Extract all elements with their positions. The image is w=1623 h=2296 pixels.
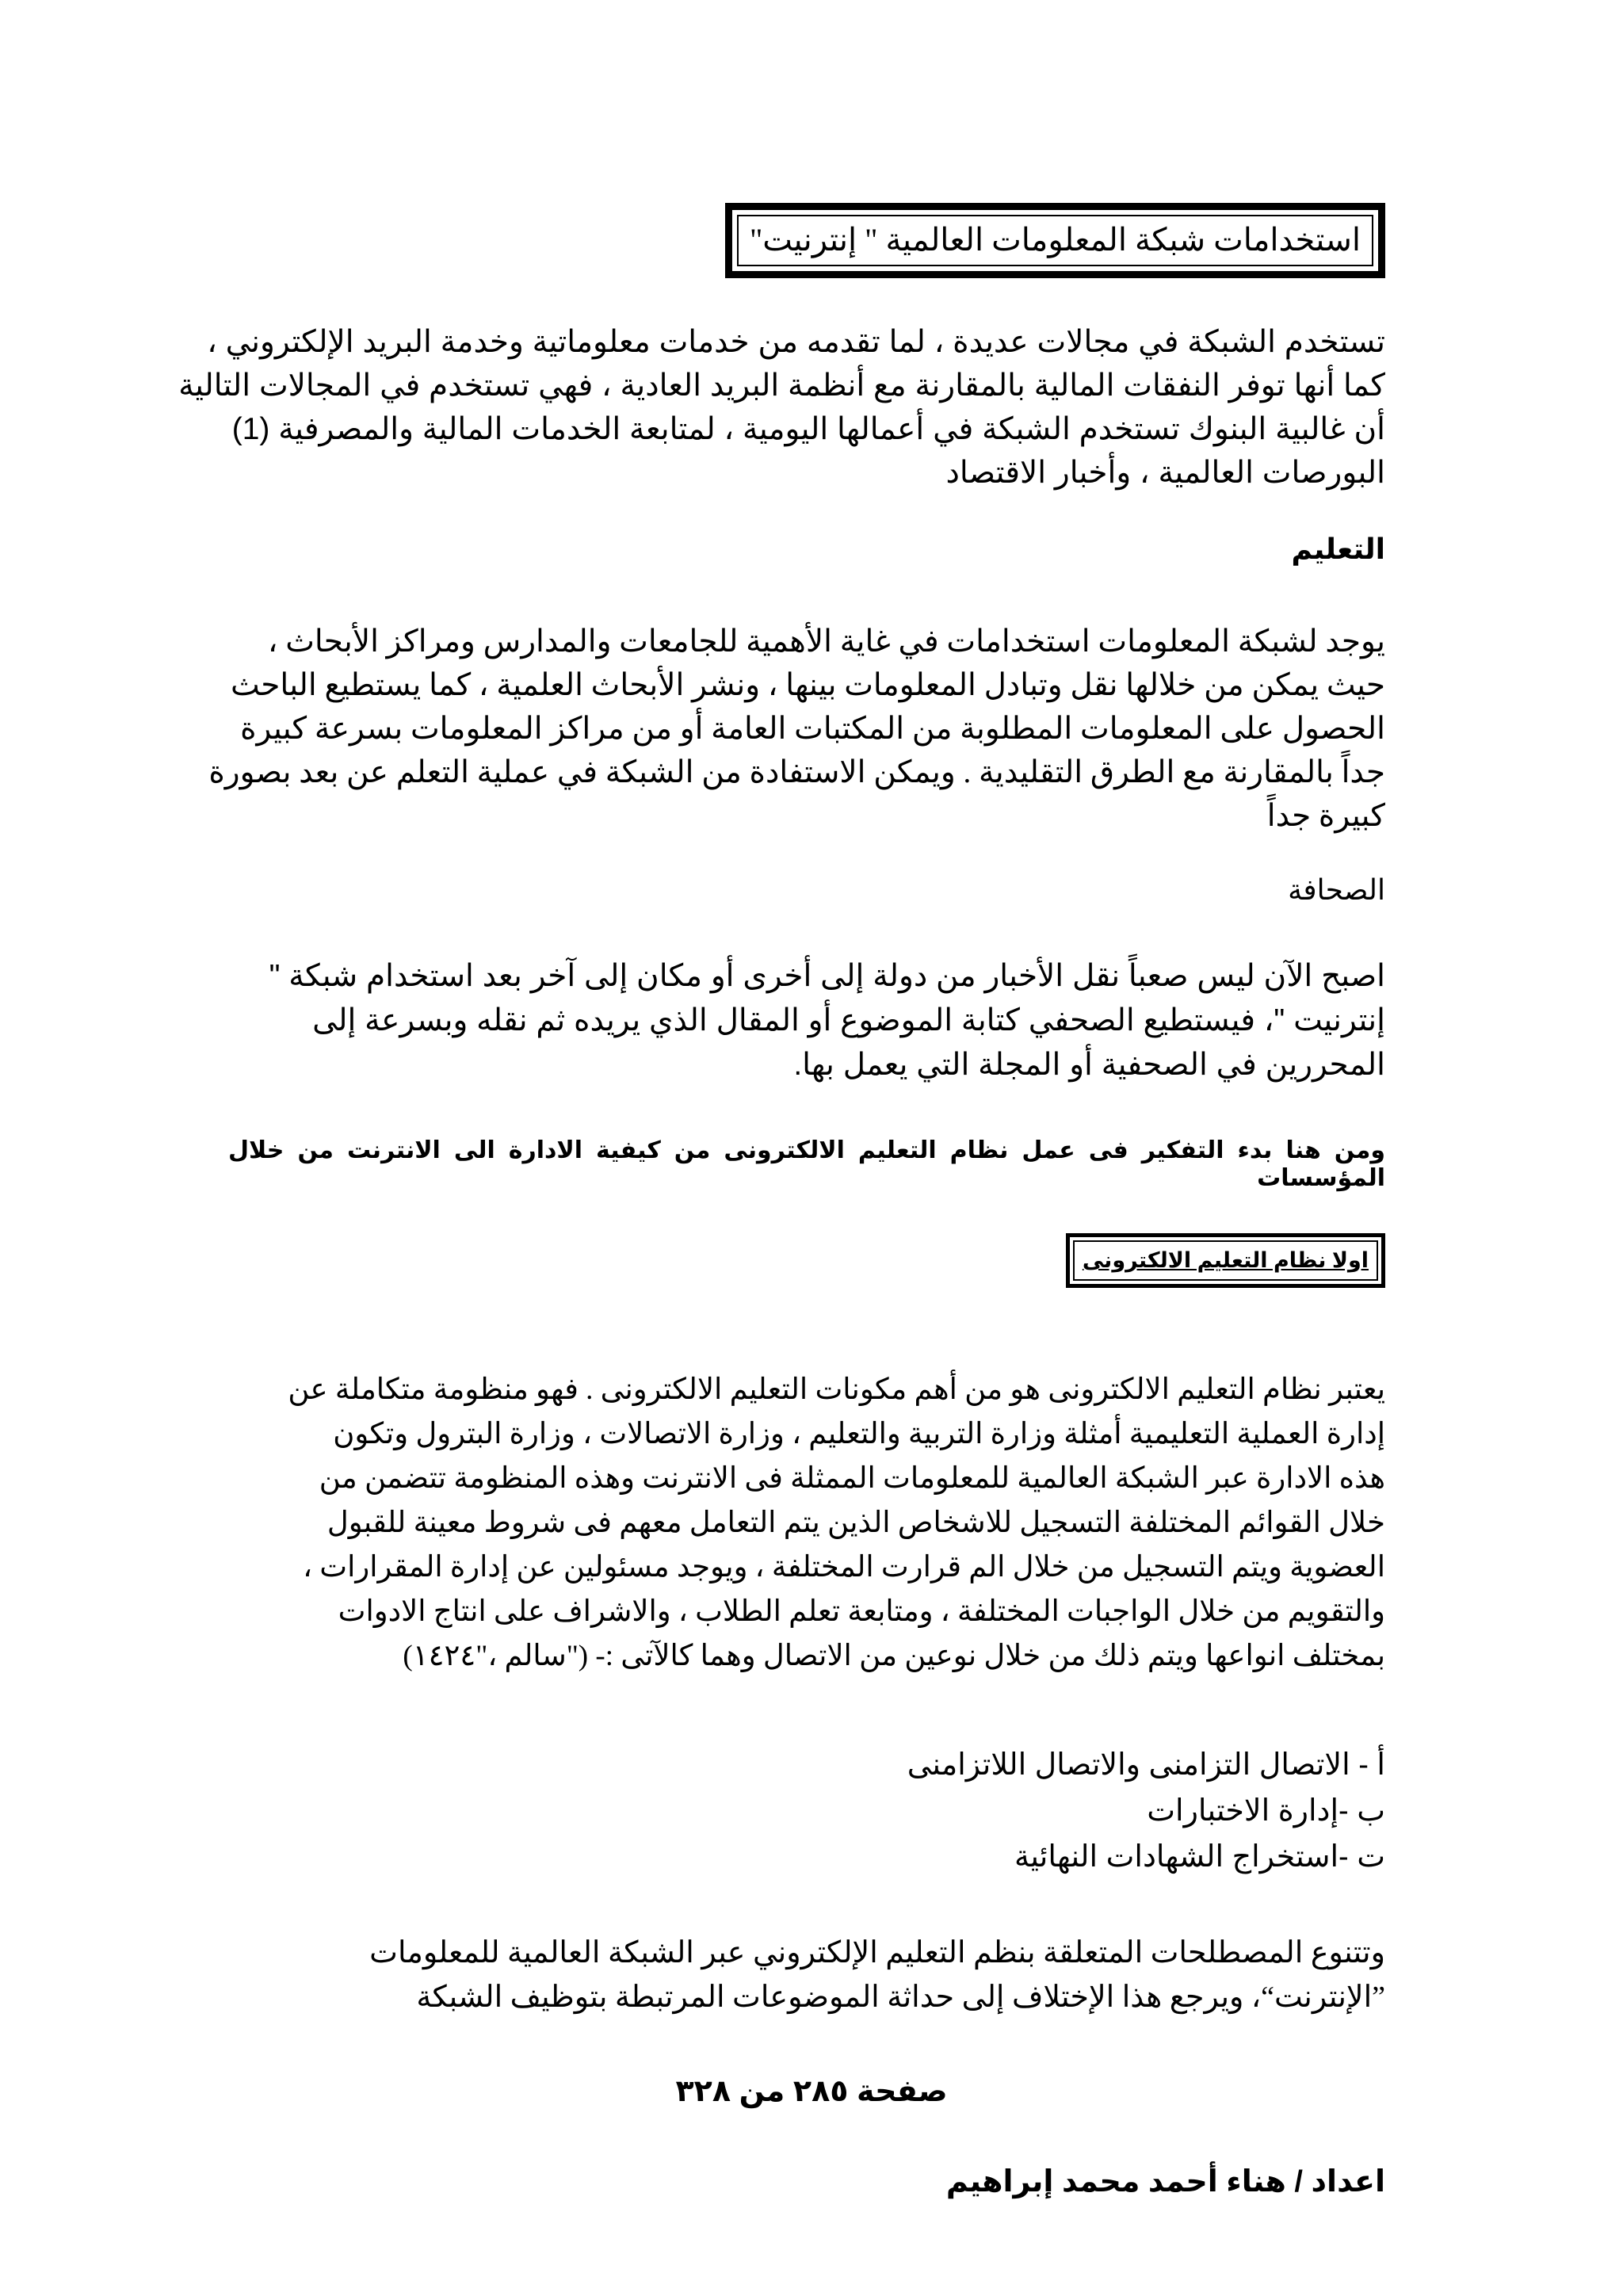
intro-paragraph: [178, 320, 1385, 495]
paragraph-line: كبيرة جداً: [1266, 799, 1385, 833]
paragraph-line: المحررين في الصحفية أو المجلة التي يعمل بها.: [793, 1048, 1385, 1082]
paragraph-line: حيث يمكن من خلالها نقل وتبادل المعلومات بينها ، ونشر الأبحاث العلمية ، كما يستطيع الباحث: [230, 668, 1385, 702]
page-title: استخدامات شبكة المعلومات العالمية " إنترنيت": [737, 215, 1373, 266]
paragraph-line: العضوية ويتم التسجيل من خلال الم قرارت المختلفة ، ويوجد مسئولين عن إدارة المقرارات ،: [303, 1551, 1385, 1584]
list-item: أ - الاتصال التزامنى والاتصال اللاتزامنى: [907, 1748, 1385, 1782]
paragraph-line: جداً بالمقارنة مع الطرق التقليدية . ويمكن الاستفادة من الشبكة في عملية التعلم عن بعد بصورة: [208, 755, 1385, 789]
title-frame: [725, 203, 1385, 278]
paragraph-line: وتتنوع المصطلحات المتعلقة بنظم التعليم الإلكتروني عبر الشبكة العالمية للمعلومات: [369, 1936, 1385, 1969]
types-list: [228, 1742, 1385, 1880]
paragraph-line: تستخدم الشبكة في مجالات عديدة ، لما تقدمه من خدمات معلوماتية وخدمة البريد الإلكتروني ،: [207, 325, 1385, 359]
paragraph-line: خلال القوائم المختلفة التسجيل للاشخاص الذين يتم التعامل معهم فى شروط معينة للقبول: [327, 1507, 1385, 1539]
list-item: ت -استخراج الشهادات النهائية: [1014, 1840, 1385, 1874]
section-title: اولا نظام التعليم الالكترونى: [1073, 1240, 1378, 1281]
paragraph-line: كما أنها توفر النفقات المالية بالمقارنة مع أنظمة البريد العادية ، فهي تستخدم في المجالات التالية: [178, 369, 1385, 403]
author-credit: اعداد / هناء أحمد محمد إبراهيم: [945, 2165, 1385, 2199]
paragraph-line: بمختلف انواعها ويتم ذلك من خلال نوعين من الاتصال وهما كالآتى :- ("سالم ،"١٤٢٤): [403, 1640, 1385, 1672]
heading-press: الصحافة: [1288, 873, 1385, 906]
closing-paragraph: [355, 1931, 1385, 2019]
paragraph-line: يعتبر نظام التعليم الالكترونى هو من أهم مكونات التعليم الالكترونى . فهو منظومة متكاملة عن: [288, 1373, 1385, 1406]
list-item: ب -إدارة الاختبارات: [1147, 1794, 1385, 1828]
paragraph-line: يوجد لشبكة المعلومات استخدامات في غاية الأهمية للجامعات والمدارس ومراكز الأبحاث ،: [267, 625, 1385, 659]
paragraph-line: الحصول على المعلومات المطلوبة من المكتبات العامة أو من مراكز المعلومات بسرعة كبيرة: [240, 712, 1385, 746]
paragraph-line: البورصات العالمية ، وأخبار الاقتصاد: [945, 456, 1385, 490]
page-number: صفحة ٢٨٥ من ٣٢٨: [675, 2075, 948, 2108]
heading-education: التعليم: [1291, 533, 1385, 565]
transition-note: ومن هنا بدء التفكير فى عمل نظام التعليم الالكترونى من كيفية الادارة الى الانترنت من خلال المؤسسات: [228, 1137, 1385, 1191]
paragraph-line: والتقويم من خلال الواجبات المختلفة ، ومتابعة تعلم الطلاب ، والاشراف على انتاج الادوات: [338, 1595, 1385, 1628]
paragraph-line: اصبح الآن ليس صعباً نقل الأخبار من دولة إلى أخرى أو مكان إلى آخر بعد استخدام شبكة ": [269, 959, 1385, 993]
paragraph-line: أن غالبية البنوك تستخدم الشبكة في أعمالها اليومية ، لمتابعة الخدمات المالية والمصرفية (1): [231, 412, 1385, 446]
paragraph-line: إنترنيت "، فيستطيع الصحفي كتابة الموضوع أو المقال الذي يريده ثم نقله وبسرعة إلى: [312, 1003, 1385, 1037]
system-paragraph: [228, 1368, 1385, 1679]
section-title-frame: [1066, 1233, 1385, 1288]
paragraph-line: ”الإنترنت“، ويرجع هذا الإختلاف إلى حداثة الموضوعات المرتبطة بتوظيف الشبكة: [416, 1981, 1385, 2014]
paragraph-line: إدارة العملية التعليمية أمثلة وزارة التربية والتعليم ، وزارة الاتصالات ، وزارة البترول وتكون: [333, 1418, 1385, 1450]
press-paragraph: [228, 954, 1385, 1087]
education-paragraph: [208, 620, 1385, 838]
paragraph-line: هذه الادارة عبر الشبكة العالمية للمعلومات الممثلة فى الانترنت وهذه المنظومة تتضمن من: [319, 1462, 1385, 1495]
